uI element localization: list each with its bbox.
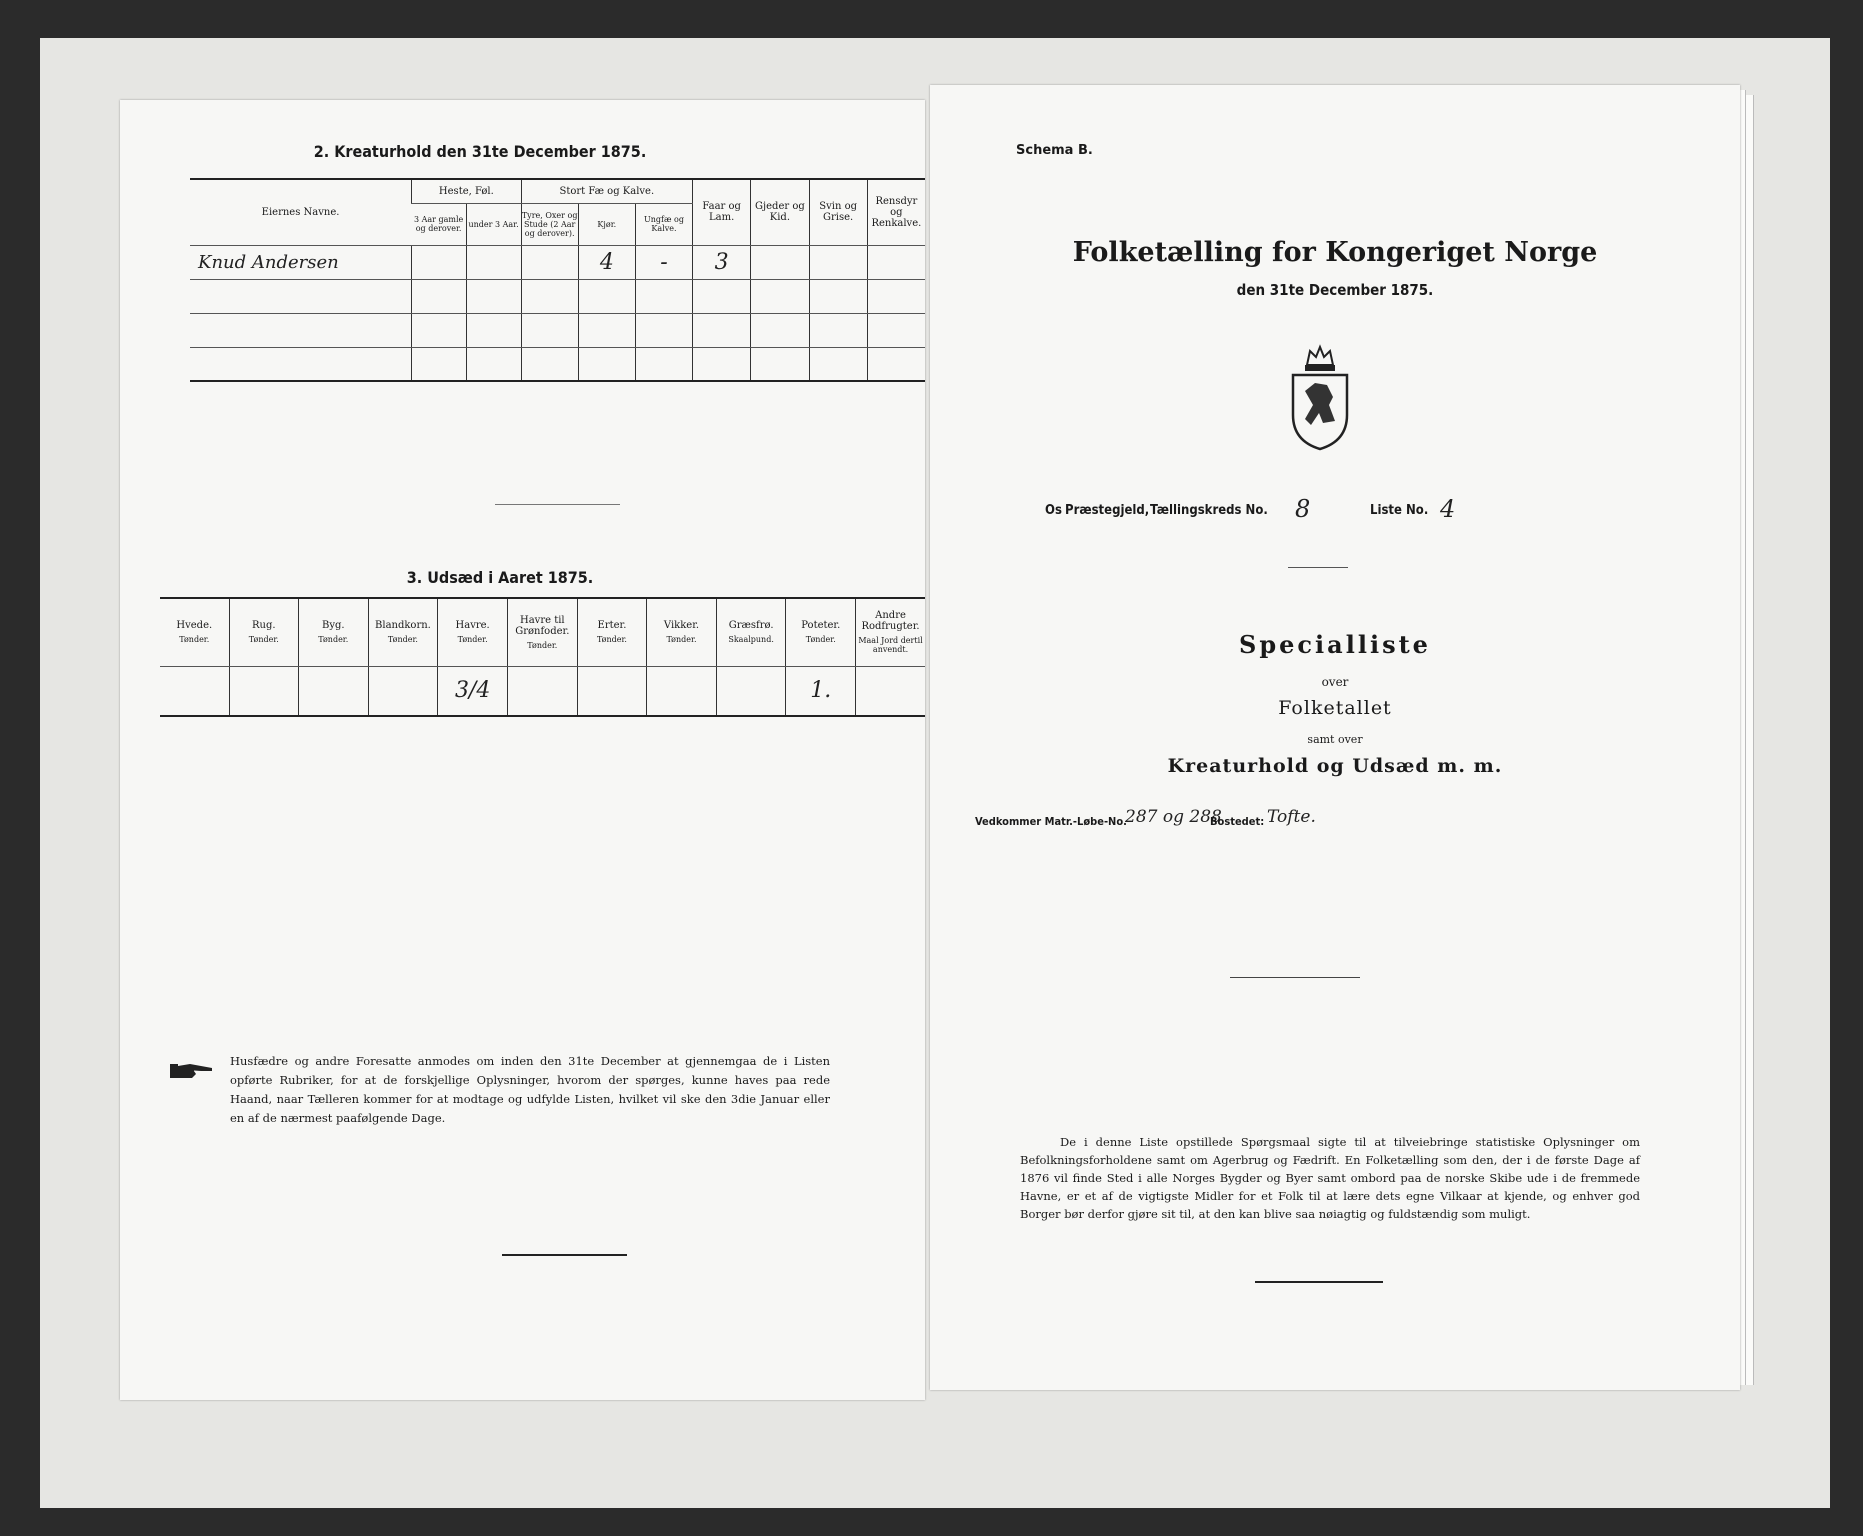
parish-label: Præstegjeld, (1065, 503, 1150, 518)
seed-unit: Tønder. (248, 635, 279, 645)
seed-header-cell (507, 598, 577, 666)
kreaturhold-text: Kreaturhold og Udsæd m. m. (1167, 755, 1503, 777)
bosted-label: Bostedet: (1210, 815, 1265, 828)
document-date: den 31te December 1875. (1236, 281, 1434, 299)
seed-header-cell (716, 598, 786, 666)
bosted-value: Tofte. (1267, 807, 1316, 827)
seed-name: Vikker. (663, 620, 700, 632)
seed-name: Rug. (252, 620, 276, 632)
divider (495, 504, 620, 505)
section2-title: 2. Kreaturhold den 31te December 1875. (313, 142, 647, 161)
samt-over-text: samt over (1307, 733, 1363, 746)
divider (502, 1254, 627, 1256)
owner-header: Eiernes Navne. (190, 179, 412, 245)
young-cell: - (635, 245, 692, 279)
seed-unit: Tønder. (527, 640, 558, 650)
seed-header-cell (160, 598, 229, 666)
seed-header-cell (856, 598, 925, 666)
seed-unit: Maal Jord dertil anvendt. (858, 636, 923, 655)
section3-title: 3. Udsæd i Aaret 1875. (406, 568, 594, 587)
table-row (190, 313, 925, 347)
livestock-table (190, 178, 925, 382)
owner-cell: Knud Andersen (190, 245, 412, 279)
table-row (160, 666, 925, 716)
seed-name: Byg. (322, 620, 345, 632)
right-page (930, 85, 1740, 1390)
seed-value-cell (160, 666, 229, 716)
cattle-cows-header: Kjør. (578, 203, 635, 245)
seed-unit: Tønder. (666, 635, 697, 645)
sheep-header: Faar og Lam. (693, 179, 751, 245)
left-page (120, 100, 925, 1400)
folketallet-text: Folketallet (1278, 697, 1392, 719)
seed-unit: Tønder. (805, 635, 836, 645)
divider (1230, 977, 1360, 978)
seed-header-cell (229, 598, 298, 666)
matr-label: Vedkommer Matr.-Løbe-No. (975, 815, 1127, 828)
cows-cell: 4 (578, 245, 635, 279)
seed-header-cell (299, 598, 368, 666)
seed-header-row (160, 598, 925, 666)
district-value: 8 (1295, 495, 1311, 523)
seed-name: Havre til Grønfoder. (515, 614, 570, 637)
seed-unit: Tønder. (457, 635, 488, 645)
seed-value-cell: 3/4 (438, 666, 508, 716)
matr-value: 287 og 288 (1125, 807, 1222, 827)
seed-value-cell (856, 666, 925, 716)
seed-name: Erter. (597, 620, 627, 632)
table-row (190, 347, 925, 381)
table-row (190, 279, 925, 313)
divider (1288, 567, 1348, 568)
coat-of-arms-icon (1285, 343, 1355, 453)
horses-over3-header: 3 Aar gamle og derover. (412, 203, 466, 245)
horses-under3-header: under 3 Aar. (466, 203, 521, 245)
seed-header-cell (786, 598, 856, 666)
seed-unit: Skaalpund. (728, 635, 774, 645)
specialliste-heading: Specialliste (1239, 630, 1431, 659)
seed-value-cell (368, 666, 438, 716)
cattle-header: Stort Fæ og Kalve. (521, 179, 692, 203)
list-value: 4 (1440, 495, 1456, 523)
document-title: Folketælling for Kongeriget Norge (1072, 237, 1598, 268)
pigs-header: Svin og Grise. (809, 179, 867, 245)
seed-value-cell (577, 666, 646, 716)
list-label: Liste No. (1370, 503, 1429, 518)
table-row (190, 245, 925, 279)
goats-header: Gjeder og Kid. (751, 179, 809, 245)
cell (412, 245, 466, 279)
seed-header-cell (577, 598, 646, 666)
divider (1255, 1281, 1383, 1283)
reindeer-header: Rensdyr og Renkalve. (867, 179, 925, 245)
seed-unit: Tønder. (179, 635, 210, 645)
seed-table (160, 597, 925, 717)
pointing-hand-icon (168, 1060, 216, 1082)
seed-unit: Tønder. (387, 635, 418, 645)
seed-unit: Tønder. (596, 635, 627, 645)
location-line (1045, 495, 1645, 529)
cell (751, 245, 809, 279)
cell (521, 245, 578, 279)
seed-name: Andre Rodfrugter. (861, 610, 920, 633)
seed-unit: Tønder. (318, 635, 349, 645)
sheep-cell: 3 (693, 245, 751, 279)
parish-value: Os (1045, 503, 1062, 518)
seed-value-cell: 1. (786, 666, 856, 716)
over-text: over (1321, 675, 1349, 689)
seed-name: Hvede. (176, 620, 213, 632)
seed-header-cell (438, 598, 508, 666)
seed-value-cell (299, 666, 368, 716)
cell (466, 245, 521, 279)
seed-header-cell (647, 598, 717, 666)
seed-name: Poteter. (801, 620, 841, 632)
seed-name: Græsfrø. (728, 620, 774, 632)
schema-label: Schema B. (1016, 143, 1093, 158)
cattle-young-header: Ungfæ og Kalve. (635, 203, 692, 245)
seed-name: Havre. (455, 620, 490, 632)
cell (867, 245, 925, 279)
district-label: Tællingskreds No. (1150, 503, 1268, 518)
seed-name: Blandkorn. (375, 620, 431, 632)
horses-header: Heste, Føl. (412, 179, 521, 203)
cell (809, 245, 867, 279)
footer-text: De i denne Liste opstillede Spørgsmaal sigte til at tilveiebringe statistiske Oplysninger om Befolkningsforholdene samt om Agerbrug og Fædrift. En Folketælling som den, der i de første Dage af 1876 vil finde Sted i alle Norges Bygder og Byer samt ombord paa de norske Skibe ude i de fremmede Havne, er et af de vigtigste Midler for et Folk til at lære dets egne Vilkaar at kjende, og enhver god Borger bør derfor gjøre sit til, at den kan blive saa nøiagtig og fuldstændig som muligt. (1020, 1135, 1640, 1221)
matr-line (975, 807, 1575, 837)
instruction-note: Husfædre og andre Foresatte anmodes om inden den 31te December at gjennemgaa de i Listen opførte Rubriker, for at de forskjellige Oplysninger, hvorom der spørges, kunne haves paa rede Haand, naar Tælleren kommer for at modtage og udfylde Listen, hvilket vil ske den 3die Januar eller en af de nærmest paafølgende Dage. (230, 1054, 830, 1125)
seed-header-cell (368, 598, 438, 666)
seed-value-cell (716, 666, 786, 716)
seed-value-cell (647, 666, 717, 716)
seed-value-cell (507, 666, 577, 716)
cattle-bulls-header: Tyre, Oxer og Stude (2 Aar og derover). (521, 203, 578, 245)
seed-value-cell (229, 666, 298, 716)
page-edge (1745, 95, 1754, 1385)
